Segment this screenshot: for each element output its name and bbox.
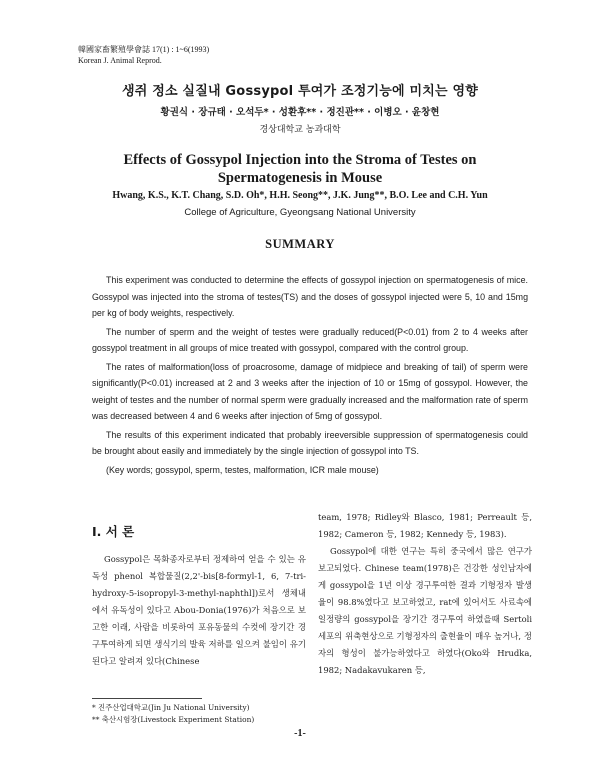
title-korean: 생쥐 정소 실질내 Gossypol 투여가 조정기능에 미치는 영향 <box>121 84 479 99</box>
journal-citation-english: Korean J. Animal Reprod. <box>78 56 162 65</box>
footnote-divider <box>92 698 202 699</box>
section-heading-introduction: I. 서 론 <box>92 524 135 539</box>
body-column-right <box>318 509 532 679</box>
body-paragraph: team, 1978; Ridley와 Blasco, 1981; Perreault 등, 1982; Cameron 등, 1982; Kennedy 등, 1983). <box>318 512 532 539</box>
abstract-paragraph: The number of sperm and the weight of testes were gradually reduced(P<0.01) from 2 to 4 weeks after gossypol treatment in all groups of mice treated with gossypol, compared with the control group. <box>92 326 528 353</box>
journal-citation-korean: 韓國家畜繁殖學會誌 17(1) : 1~6(1993) <box>78 45 210 54</box>
body-paragraph: Gossypol은 목화종자로부터 정제하여 얻을 수 있는 유독성 phenol 복합물질(2,2'-bis[8-formyl-1, 6, 7-tri-hydroxy-5-isopropyl-3-methyl-naphthl])로서 생체내에서 유독성이 있다고 Abou-Donia(1976)가 처음으로 보고한 이래, 사람을 비롯하여 포유동물의 수컷에 장기간 경구투여하게 되면 생식기의 발육 저하를 일으켜 불임이 유기된다고 알려져 있다(Chinese <box>92 554 306 666</box>
abstract <box>92 272 528 480</box>
keywords: (Key words; gossypol, sperm, testes, malformation, ICR male mouse) <box>106 464 379 475</box>
affiliation-korean: 경상대학교 농과대학 <box>259 125 341 135</box>
abstract-paragraph: This experiment was conducted to determine the effects of gossypol injection on spermatogenesis of mice. Gossypol was injected into the stroma of testes(TS) and the doses of gossypol injected were 5, 10 and 15mg per kg of body weights, respectively. <box>92 275 528 318</box>
page-number: -1- <box>294 728 306 739</box>
journal-citation <box>78 44 209 66</box>
abstract-paragraph: The rates of malformation(loss of proacrosome, damage of midpiece and breaking of tail) of sperm were significantly(P<0.01) increased at 2 and 3 weeks after the injection of 10 or 15mg of gossypol. However, the weight of testes and the number of normal sperm were gradually increased and the malformation rate of sperm was decreased between 4 and 6 weeks after injection of 5mg of gossypol. <box>92 361 528 421</box>
title-english-line-1: Effects of Gossypol Injection into the Stroma of Testes on <box>123 152 477 168</box>
authors-korean: 황권식 · 장규태 · 오석두* · 성환후** · 정진관** · 이병오 · 윤창현 <box>160 107 440 118</box>
footnote-1: * 진주산업대학교(Jin Ju National University) <box>92 703 250 712</box>
abstract-paragraph: The results of this experiment indicated that probably ireeversible suppression of spermatogenesis could be brought about easily and immediately by the single injection of gossypol into TS. <box>92 429 528 456</box>
footnote-2: ** 축산시험장(Livestock Experiment Station) <box>92 715 255 724</box>
authors-english: Hwang, K.S., K.T. Chang, S.D. Oh*, H.H. Seong**, J.K. Jung**, B.O. Lee and C.H. Yun <box>112 190 488 201</box>
summary-heading: SUMMARY <box>265 237 335 251</box>
body-paragraph: Gossypol에 대한 연구는 특히 중국에서 많은 연구가 보고되었다. Chinese team(1978)은 건강한 성인남자에게 gossypol을 1년 이상 경구투여한 결과 기형정자 발생율이 98.8%였다고 보고하였고, rat에 있어서도 사료속에 일정량의 gossypol을 장기간 경구투여 하였을때 Sertoli세포의 위축현상으로 기형정자의 출현율이 매우 높거나, 정자의 형성이 불가능하였다고 하였다(Oko와 Hrudka, 1982; Nadakavukaren 등, <box>318 546 532 675</box>
footnotes <box>92 702 254 726</box>
affiliation-english: College of Agriculture, Gyeongsang National University <box>184 207 416 218</box>
title-english <box>0 151 600 187</box>
title-english-line-2: Spermatogenesis in Mouse <box>217 170 383 186</box>
body-column-left <box>92 551 306 670</box>
